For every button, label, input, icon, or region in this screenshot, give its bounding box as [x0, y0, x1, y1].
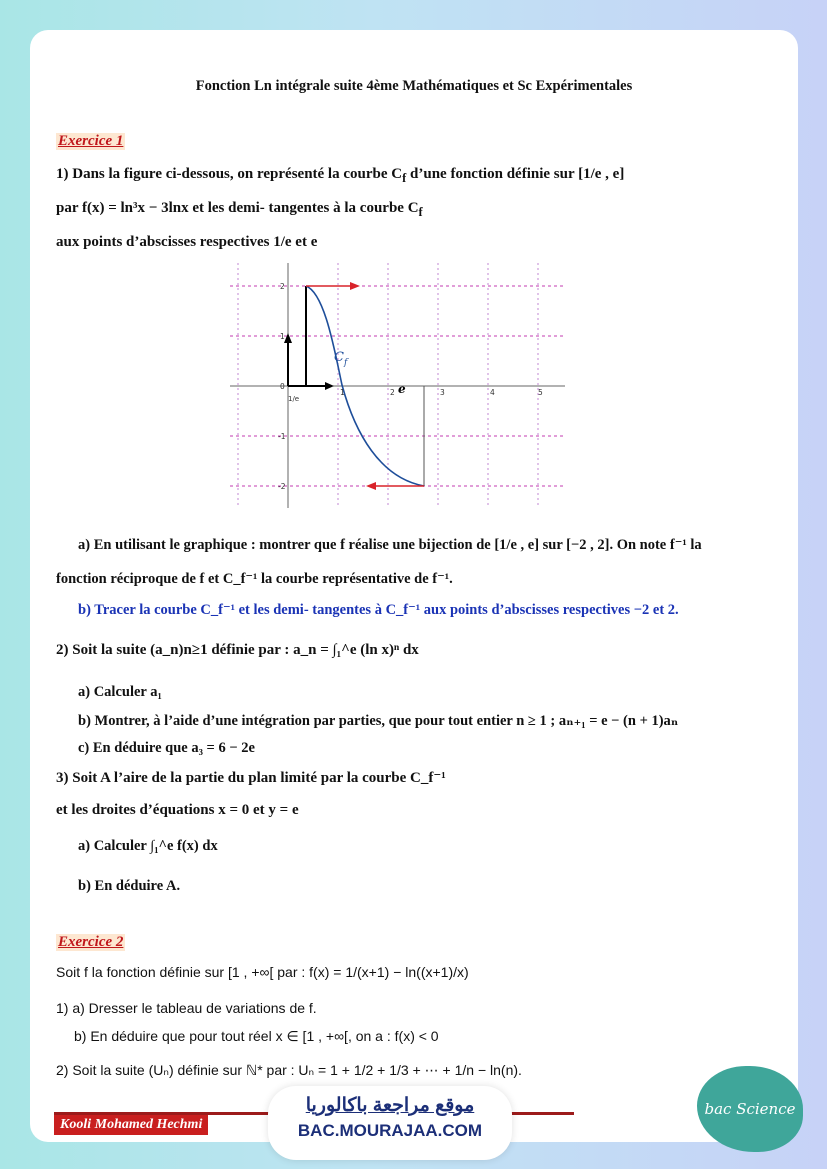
x-tick-4: 4: [490, 388, 495, 397]
y-tick-minus-1: -1: [278, 432, 286, 441]
x-tick-1: 1: [340, 388, 345, 397]
origin-label: 1/e: [288, 395, 300, 403]
ex2-q1b: b) En déduire que pour tout réel x ∈ [1 , +∞[, on a : f(x) < 0: [74, 1028, 439, 1044]
page-title: Fonction Ln intégrale suite 4ème Mathématiques et Sc Expérimentales: [195, 78, 633, 94]
ex1-q1-line1: 1) Dans la figure ci-dessous, on représenté la courbe $C_f$ d’une fonction définie sur [1/e , e]: [56, 166, 625, 185]
ex1-qa-line2: fonction réciproque de f et C_f⁻¹ la courbe représentative de f⁻¹.: [56, 571, 453, 587]
exercise-1-label: Exercice 1: [58, 133, 124, 149]
ex1-q3-line2: et les droites d’équations x = 0 et y = e: [56, 802, 299, 818]
y-tick-0: 0: [280, 382, 285, 391]
e-label: e: [398, 382, 406, 396]
ex1-q2c: c) En déduire que a₃ = 6 − 2e: [78, 740, 255, 756]
exercise-2-label: Exercice 2: [58, 934, 124, 950]
author-tag: Kooli Mohamed Hechmi: [54, 1115, 208, 1135]
ex2-q1a: 1) a) Dresser le tableau de variations de f.: [56, 1000, 317, 1016]
ex1-q3b: b) En déduire A.: [78, 878, 181, 894]
ex2-intro: Soit f la fonction définie sur [1 , +∞[ par : f(x) = 1/(x+1) − ln((x+1)/x): [56, 964, 469, 980]
watermark-badge[interactable]: [268, 1086, 512, 1160]
ex1-qb-line: b) Tracer la courbe C_f⁻¹ et les demi- tangentes à C_f⁻¹ aux points d’abscisses respectives −2 et 2.: [78, 602, 679, 618]
bac-science-logo: bac Science: [697, 1066, 803, 1152]
ex1-q1-line3: aux points d’abscisses respectives 1/e et e: [56, 234, 318, 250]
function-graph: [230, 263, 565, 508]
y-tick-2: 2: [280, 282, 285, 291]
ex2-q2: 2) Soit la suite (Uₙ) définie sur ℕ* par : Uₙ = 1 + 1/2 + 1/3 + ⋯ + 1/n − ln(n).: [56, 1062, 522, 1078]
ex1-qa-line1: a) En utilisant le graphique : montrer que f réalise une bijection de [1/e , e] sur [−2 , 2]. On note f⁻¹ la: [78, 537, 702, 553]
ex1-q2b: b) Montrer, à l’aide d’une intégration par parties, que pour tout entier n ≥ 1 ; aₙ₊₁ = e − (n + 1)aₙ: [78, 713, 679, 729]
ex1-q2-line: 2) Soit la suite (a_n)n≥1 définie par : a_n = ∫₁^e (ln x)ⁿ dx: [56, 642, 419, 658]
x-tick-2: 2: [390, 388, 395, 397]
curve-label: $C_f$: [334, 350, 348, 368]
ex1-q1-line2: par f(x) = ln³x − 3lnx et les demi- tangentes à la courbe $C_f$: [56, 200, 423, 219]
x-tick-5: 5: [538, 388, 543, 397]
ex1-q3a: a) Calculer ∫₁^e f(x) dx: [78, 838, 218, 854]
document-page: [30, 30, 798, 1142]
x-tick-3: 3: [440, 388, 445, 397]
y-tick-1: 1: [280, 332, 285, 341]
watermark-arabic: موقع مراجعة باكالوريا: [305, 1095, 475, 1116]
watermark-site: BAC.MOURAJAA.COM: [297, 1121, 483, 1140]
ex1-q3-line1: 3) Soit A l’aire de la partie du plan limité par la courbe C_f⁻¹: [56, 770, 446, 786]
y-tick-minus-2: -2: [278, 482, 286, 491]
ex1-q2a: a) Calculer a₁: [78, 684, 162, 700]
